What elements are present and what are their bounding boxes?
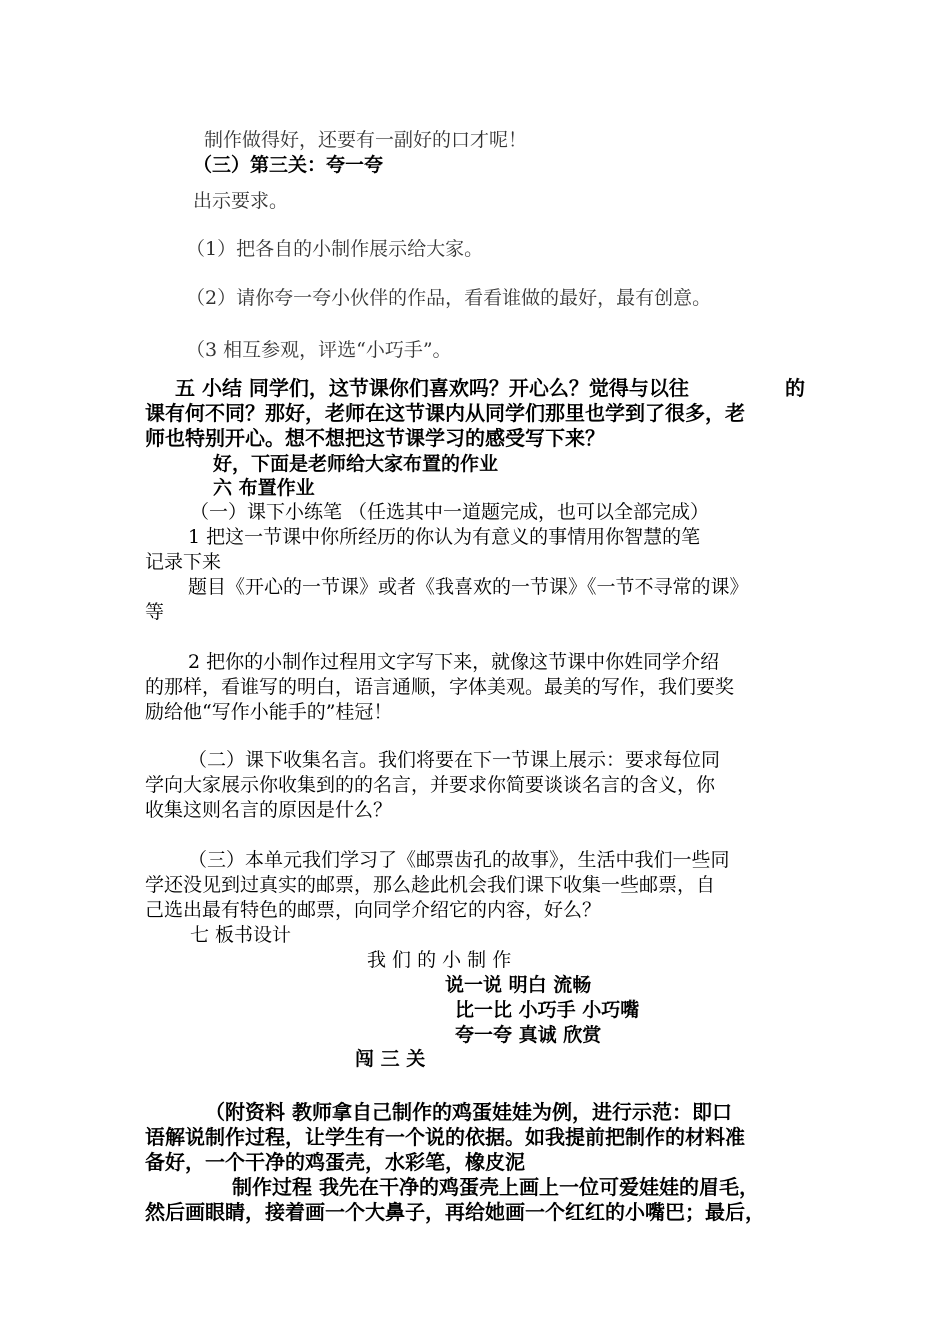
section-heading: （三）第三关：夸一夸 xyxy=(193,154,384,176)
paragraph: 记录下来 xyxy=(145,551,222,573)
paragraph: 2 把你的小制作过程用文字写下来，就像这节课中你姓同学介绍 xyxy=(188,651,720,673)
appendix-paragraph: 备好，一个干净的鸡蛋壳，水彩笔，橡皮泥 xyxy=(145,1150,525,1174)
homework-heading: （一）课下小练笔 （任选其中一道题完成，也可以全部完成） xyxy=(190,501,710,523)
paragraph: 己选出最有特色的邮票，向同学介绍它的内容，好么？ xyxy=(145,899,602,921)
paragraph: 学向大家展示你收集到的的名言，并要求你简要谈谈名言的含义，你 xyxy=(145,774,716,796)
appendix-paragraph: 然后画眼睛，接着画一个大鼻子，再给她画一个红红的小嘴巴；最后， xyxy=(145,1200,765,1224)
paragraph: （二）课下收集名言。我们将要在下一节课上展示：要求每位同 xyxy=(188,749,721,771)
paragraph: 的 xyxy=(785,376,805,400)
paragraph: 师也特别开心。想不想把这节课学习的感受写下来？ xyxy=(145,426,605,450)
requirement-item: （3 相互参观，评选“小巧手”。 xyxy=(186,339,452,361)
paragraph: 制作做得好，还要有一副好的口才呢！ xyxy=(204,129,528,151)
paragraph: 1 把这一节课中你所经历的你认为有意义的事情用你智慧的笔 xyxy=(188,526,701,548)
requirement-item: （1）把各自的小制作展示给大家。 xyxy=(186,238,484,260)
appendix-paragraph: （附资料 教师拿自己制作的鸡蛋娃娃为例，进行示范：即口 xyxy=(205,1100,732,1124)
paragraph: 出示要求。 xyxy=(193,190,289,212)
appendix-paragraph: 语解说制作过程，让学生有一个说的依据。如我提前把制作的材料准 xyxy=(145,1125,745,1149)
requirement-item: （2）请你夸一夸小伙伴的作品，看看谁做的最好，最有创意。 xyxy=(186,287,712,309)
board-line: 夸一夸 真诚 欣赏 xyxy=(455,1024,602,1046)
paragraph: 的那样，看谁写的明白，语言通顺，字体美观。最美的写作，我们要奖 xyxy=(145,676,735,698)
paragraph: 好，下面是老师给大家布置的作业 xyxy=(213,453,499,475)
section-heading: 七 板书设计 xyxy=(190,924,292,946)
board-line: 说一说 明白 流畅 xyxy=(445,974,592,996)
board-title: 我 们 的 小 制 作 xyxy=(367,949,512,971)
paragraph: （三）本单元我们学习了《邮票齿孔的故事》，生活中我们一些同 xyxy=(188,849,730,871)
paragraph: 课有何不同？那好，老师在这节课内从同学们那里也学到了很多，老 xyxy=(145,401,745,425)
paragraph: 励给他“写作小能手的”桂冠！ xyxy=(145,701,393,723)
paragraph: 题目《开心的一节课》或者《我喜欢的一节课》《一节不寻常的课》 xyxy=(188,576,749,598)
paragraph: 等 xyxy=(145,601,165,623)
appendix-paragraph: 制作过程 我先在干净的鸡蛋壳上画上一位可爱娃娃的眉毛， xyxy=(232,1175,759,1199)
paragraph: 收集这则名言的原因是什么？ xyxy=(145,799,393,821)
board-line: 闯 三 关 xyxy=(355,1048,426,1070)
paragraph: 学还没见到过真实的邮票，那么趁此机会我们课下收集一些邮票，自 xyxy=(145,874,716,896)
section-heading: 六 布置作业 xyxy=(213,477,315,499)
board-line: 比一比 小巧手 小巧嘴 xyxy=(455,999,640,1021)
section-heading: 五 小结 同学们，这节课你们喜欢吗？开心么？觉得与以往 xyxy=(175,376,689,400)
